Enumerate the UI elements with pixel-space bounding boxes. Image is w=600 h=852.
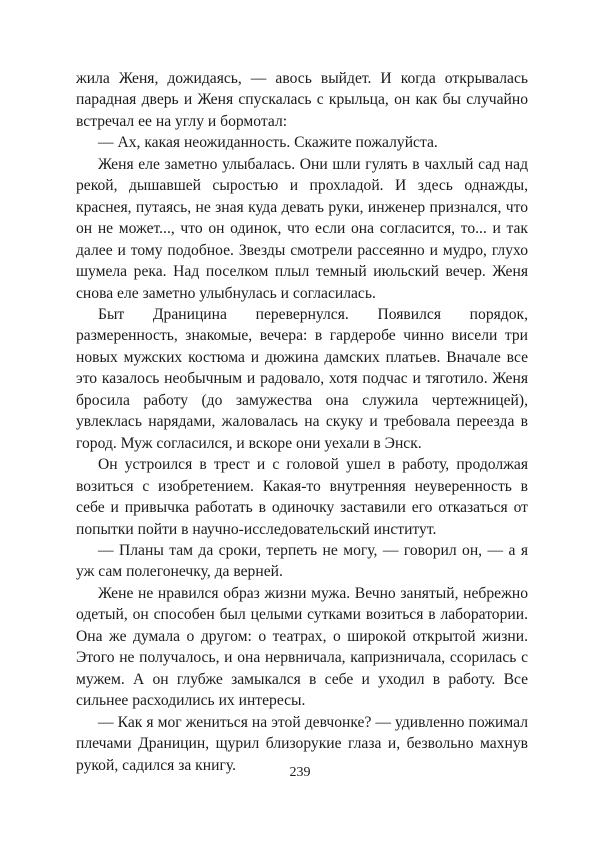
paragraph-6: — Планы там да сроки, терпеть не могу, — говорил он, — а я уж сам полегонечку, да верней. <box>76 541 528 581</box>
page-number: 239 <box>289 765 311 780</box>
body-text <box>76 68 528 776</box>
paragraph-4: Быт Драницина перевернулся. Появился порядок, размеренность, знакомые, вечера: в гардеробе чинно висели три новых мужских костюма и дюжина дамских платьев. Вначале все это казалось необычным и радовало, хотя подчас и тяготило. Женя бросила работу (до замужества она служила чертежницей), увлеклась нарядами, жаловалась на скуку и требовала переезда в город. Муж согласился, и вскоре они уехали в Энск. <box>76 305 528 452</box>
paragraph-5: Он устроился в трест и с головой ушел в работу, продолжая возиться с изобретением. Какая-то внутренняя неуверенность в себе и привычка работать в одиночку заставили его отказаться от попытки пойти в научно-исследовательский институт. <box>76 456 528 538</box>
paragraph-3: Женя еле заметно улыбалась. Они шли гулять в чахлый сад над рекой, дышавшей сыростью и прохладой. И здесь однажды, краснея, путаясь, не зная куда девать руки, инженер признался, что он не может..., что он одинок, что если она согласится, то... и так далее и тому подобное. Звезды смотрели рассеянно и мудро, глухо шумела река. Над поселком плыл темный июльский вечер. Женя снова еле заметно улыбнулась и согласилась. <box>76 155 528 302</box>
paragraph-7: Жене не нравился образ жизни мужа. Вечно занятый, небрежно одетый, он способен был целыми сутками возиться в лаборатории. Она же думала о другом: о театрах, о широкой открытой жизни. Этого не получалось, и она нервничала, капризничала, ссорилась с мужем. А он глубже замыкался в себе и уходил в работу. Все сильнее расходились их интересы. <box>76 584 528 710</box>
paragraph-1: жила Женя, дожидаясь, — авось выйдет. И когда открывалась парадная дверь и Женя спускалась с крыльца, он как бы случайно встречал ее на углу и бормотал: <box>76 70 528 130</box>
paragraph-8: — Как я мог жениться на этой девчонке? — удивленно пожимал плечами Драницин, щурил близорукие глаза и, безвольно махнув рукой, садился за книгу. <box>76 713 528 774</box>
paragraph-2: — Ах, какая неожиданность. Скажите пожалуйста. <box>98 134 438 152</box>
